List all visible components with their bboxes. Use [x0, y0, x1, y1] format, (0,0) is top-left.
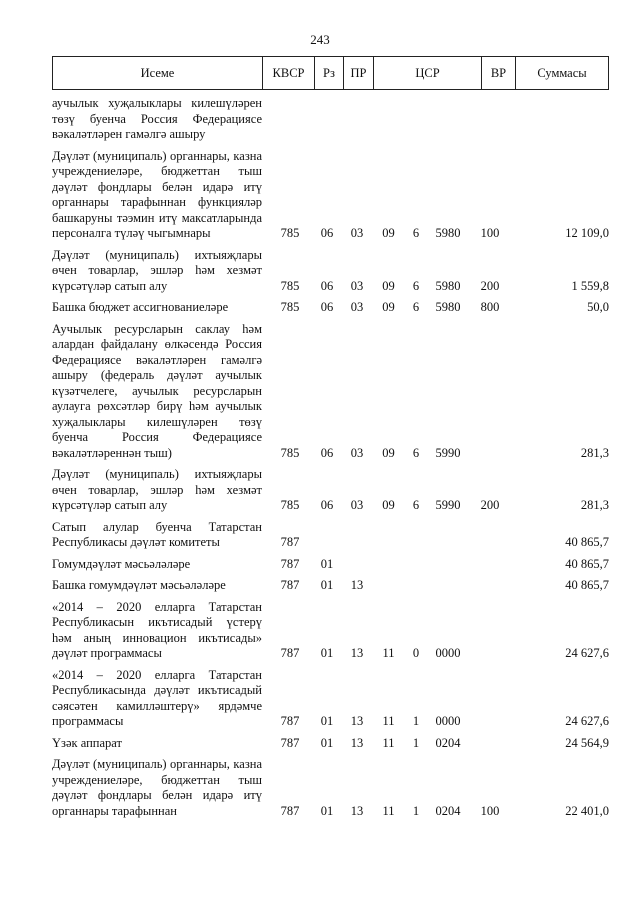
header-rz: Рз: [315, 57, 344, 89]
cell-sum: 12 109,0: [565, 226, 609, 240]
cell-csr-program: 11: [382, 646, 395, 660]
cell-sum: 50,0: [587, 300, 609, 314]
header-sum: Суммасы: [537, 65, 587, 80]
cell-name: Гомумдәүләт мәсьәләләре: [52, 556, 191, 571]
cell-csr-direction: 5980: [435, 226, 461, 240]
table-row: [52, 322, 609, 462]
cell-sum: 40 865,7: [565, 578, 609, 592]
cell-kvsr: 785: [280, 445, 300, 460]
cell-csr-subprogram: 6: [412, 445, 420, 460]
cell-name: Дәүләт (муниципаль) органнары, казна учреждениеләре, бюджеттан тыш дәүләт фондлары белән идарә итү органнары тарафыннан функцияләр башкаруны тәэмин итү максатларында персоналга түләү чыгымнары: [52, 148, 262, 240]
cell-kvsr: 787: [280, 556, 300, 571]
cell-pr: 03: [350, 498, 364, 512]
cell-csr-subprogram: 6: [412, 226, 420, 240]
cell-sum: 281,3: [580, 445, 609, 460]
table-row: [52, 248, 609, 295]
cell-sum: 40 865,7: [565, 556, 609, 571]
cell-csr-direction: 5980: [435, 300, 461, 314]
cell-kvsr: 787: [280, 803, 300, 818]
cell-rz: 01: [320, 646, 334, 660]
header-vr: ВР: [482, 57, 516, 89]
cell-rz: 01: [320, 556, 334, 571]
cell-csr-subprogram: 1: [412, 735, 420, 750]
cell-csr-direction: 5980: [435, 278, 461, 293]
cell-kvsr: 787: [280, 646, 300, 660]
cell-sum: 1 559,8: [571, 278, 609, 293]
cell-csr-subprogram: 6: [412, 300, 420, 314]
cell-csr-direction: 0204: [435, 803, 461, 818]
cell-name: «2014 – 2020 елларга Татарстан Республикасында дәүләт икътисадый сәясәтен камилләштерү» ярдәмче программасы: [52, 667, 262, 728]
cell-name: Башка гомумдәүләт мәсьәләләре: [52, 578, 226, 592]
cell-csr-program: 09: [382, 445, 395, 460]
cell-vr: 100: [480, 226, 500, 240]
cell-csr-subprogram: 6: [412, 278, 420, 293]
cell-rz: 06: [320, 226, 334, 240]
cell-pr: 13: [350, 578, 364, 592]
cell-csr-direction: 0000: [435, 714, 461, 728]
cell-csr-program: 09: [382, 226, 395, 240]
cell-vr: 800: [480, 300, 500, 314]
table-row: [52, 467, 609, 514]
header-pr: ПР: [344, 57, 374, 89]
cell-kvsr: 787: [280, 578, 300, 592]
cell-csr-subprogram: 1: [412, 803, 420, 818]
cell-vr: 200: [480, 278, 500, 293]
cell-rz: 06: [320, 498, 334, 512]
cell-csr-direction: 0204: [435, 735, 461, 750]
table-row: [52, 668, 609, 730]
cell-csr-subprogram: 1: [412, 714, 420, 728]
cell-sum: 281,3: [580, 498, 609, 512]
cell-csr-program: 11: [382, 735, 395, 750]
cell-kvsr: 785: [280, 278, 300, 293]
cell-sum: 24 564,9: [565, 735, 609, 750]
table-row: [52, 557, 609, 573]
cell-rz: 01: [320, 803, 334, 818]
cell-name: Аучылык ресурсларын саклау һәм алардан файдалану өлкәсендә Россия Федерациясе вәкаләтләрен гамәлгә ашыру (федераль дәүләт аучылык күзәтчелеге, аучылык ресурсларын аулауга рөхсәтләр бирү һәм аучылык хуҗалыклары килешүләрен төзү буенча Россия Федерациясе вәкаләтләреннән тыш): [52, 321, 262, 460]
cell-name: Дәүләт (муниципаль) ихтыяҗлары өчен товарлар, эшләр һәм хезмәт күрсәтүләр сатып алу: [52, 247, 262, 293]
cell-kvsr: 785: [280, 498, 300, 512]
cell-csr-program: 09: [382, 498, 395, 512]
table-row: [52, 578, 609, 594]
cell-pr: 03: [350, 278, 364, 293]
cell-kvsr: 787: [280, 714, 300, 728]
cell-name: Үзәк аппарат: [52, 735, 122, 750]
cell-sum: 40 865,7: [565, 535, 609, 549]
cell-rz: 06: [320, 300, 334, 314]
cell-name: Дәүләт (муниципаль) органнары, казна учреждениеләре, бюджеттан тыш дәүләт фондлары белән идарә итү органнары тарафыннан: [52, 757, 262, 818]
table-row: [52, 149, 609, 242]
cell-pr: 03: [350, 445, 364, 460]
cell-csr-direction: 0000: [435, 646, 461, 660]
cell-csr-direction: 5990: [435, 498, 461, 512]
cell-pr: 03: [350, 226, 364, 240]
cell-kvsr: 785: [280, 300, 300, 314]
table-row: [52, 757, 609, 819]
table-row: [52, 300, 609, 316]
table-row: [52, 96, 609, 143]
cell-name: аучылык хуҗалыклары килешүләрен төзү буенча Россия Федерациясе вәкаләтләрен гамәлгә ашыру: [52, 96, 262, 141]
table-row: [52, 600, 609, 662]
cell-kvsr: 785: [280, 226, 300, 240]
cell-kvsr: 787: [280, 735, 300, 750]
cell-csr-direction: 5990: [435, 445, 461, 460]
table-row: [52, 736, 609, 752]
cell-rz: 01: [320, 714, 334, 728]
cell-csr-subprogram: 0: [412, 646, 420, 660]
cell-vr: 100: [480, 803, 500, 818]
cell-rz: 01: [320, 578, 334, 592]
cell-name: Дәүләт (муниципаль) ихтыяҗлары өчен товарлар, эшләр һәм хезмәт күрсәтүләр сатып алу: [52, 467, 262, 512]
cell-csr-program: 11: [382, 714, 395, 728]
table-body: [52, 96, 609, 825]
cell-kvsr: 787: [280, 535, 300, 549]
cell-name: Сатып алулар буенча Татарстан Республикасы дәүләт комитеты: [52, 519, 262, 549]
cell-csr-subprogram: 6: [412, 498, 420, 512]
cell-vr: 200: [480, 498, 500, 512]
cell-name: «2014 – 2020 елларга Татарстан Республикасын икътисадый үстерү һәм аның инновацион икътисады» дәүләт программасы: [52, 599, 262, 660]
cell-name: Башка бюджет ассигнованиеләре: [52, 300, 229, 314]
cell-rz: 06: [320, 278, 334, 293]
cell-sum: 24 627,6: [565, 646, 609, 660]
cell-csr-program: 11: [382, 803, 395, 818]
cell-pr: 13: [350, 714, 364, 728]
page-number: 243: [310, 32, 330, 47]
cell-pr: 13: [350, 803, 364, 818]
cell-sum: 22 401,0: [565, 803, 609, 818]
table-row: [52, 520, 609, 551]
cell-pr: 13: [350, 735, 364, 750]
cell-rz: 06: [320, 445, 334, 460]
header-csr: ЦСР: [374, 57, 482, 89]
cell-pr: 13: [350, 646, 364, 660]
cell-csr-program: 09: [382, 278, 395, 293]
table-header: [52, 56, 609, 90]
cell-csr-program: 09: [382, 300, 395, 314]
cell-pr: 03: [350, 300, 364, 314]
cell-sum: 24 627,6: [565, 714, 609, 728]
cell-rz: 01: [320, 735, 334, 750]
header-name: Исеме: [53, 57, 263, 89]
header-kvsr: КВСР: [263, 57, 315, 89]
